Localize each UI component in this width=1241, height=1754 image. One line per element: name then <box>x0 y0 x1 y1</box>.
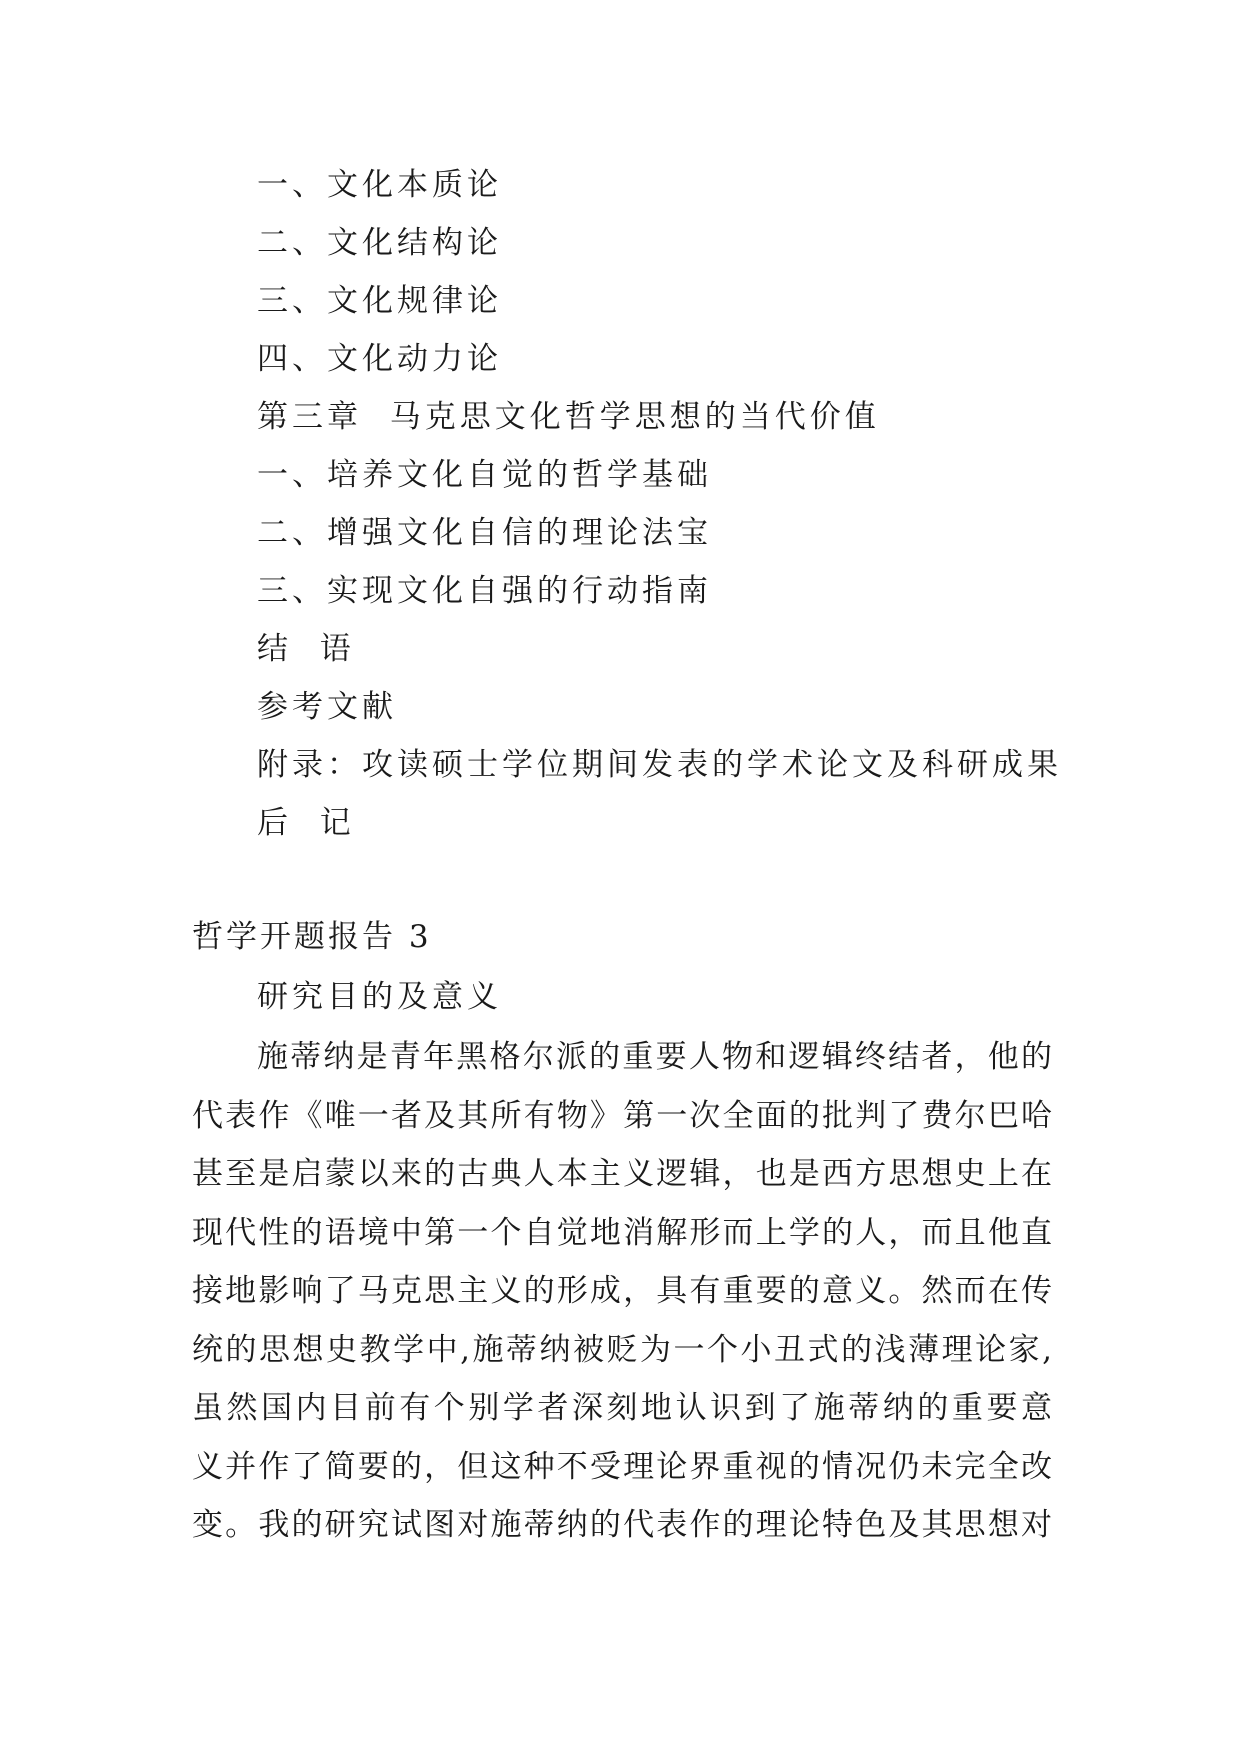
paragraph-line: 变。我的研究试图对施蒂纳的代表作的理论特色及其思想对 <box>192 1507 1052 1543</box>
toc-item: 三、文化规律论 <box>257 283 502 319</box>
toc-item-conclusion: 结 语 <box>257 631 355 667</box>
toc-item: 二、文化结构论 <box>257 225 502 261</box>
toc-item: 四、文化动力论 <box>257 341 502 377</box>
toc-item-postscript: 后 记 <box>257 805 355 841</box>
toc-item-references: 参考文献 <box>257 689 397 725</box>
paragraph-line: 现代性的语境中第一个自觉地消解形而上学的人，而且他直 <box>192 1214 1052 1251</box>
paragraph-line: 虽然国内目前有个别学者深刻地认识到了施蒂纳的重要意 <box>192 1390 1052 1426</box>
table-of-contents <box>257 156 1157 852</box>
paragraph-line: 义并作了简要的，但这种不受理论界重视的情况仍未完全改 <box>192 1448 1052 1485</box>
toc-item-appendix: 附录：攻读硕士学位期间发表的学术论文及科研成果 <box>257 747 1062 783</box>
toc-item: 二、增强文化自信的理论法宝 <box>257 515 712 551</box>
paragraph-line: 统的思想史教学中,施蒂纳被贬为一个小丑式的浅薄理论家, <box>192 1331 1052 1368</box>
toc-item: 一、培养文化自觉的哲学基础 <box>257 457 712 493</box>
body-paragraph <box>192 1028 1052 1555</box>
paragraph-line: 代表作《唯一者及其所有物》第一次全面的批判了费尔巴哈 <box>192 1097 1052 1134</box>
paragraph-line: 施蒂纳是青年黑格尔派的重要人物和逻辑终结者，他的 <box>257 1039 1052 1075</box>
toc-item: 三、实现文化自强的行动指南 <box>257 573 712 609</box>
toc-item: 一、文化本质论 <box>257 167 502 203</box>
paragraph-line: 甚至是启蒙以来的古典人本主义逻辑，也是西方思想史上在 <box>192 1156 1052 1192</box>
toc-chapter-heading: 第三章 马克思文化哲学思想的当代价值 <box>257 399 880 435</box>
paragraph-line: 接地影响了马克思主义的形成，具有重要的意义。然而在传 <box>192 1273 1052 1309</box>
section-heading: 研究目的及意义 <box>257 979 502 1015</box>
report-title: 哲学开题报告 3 <box>192 919 432 955</box>
